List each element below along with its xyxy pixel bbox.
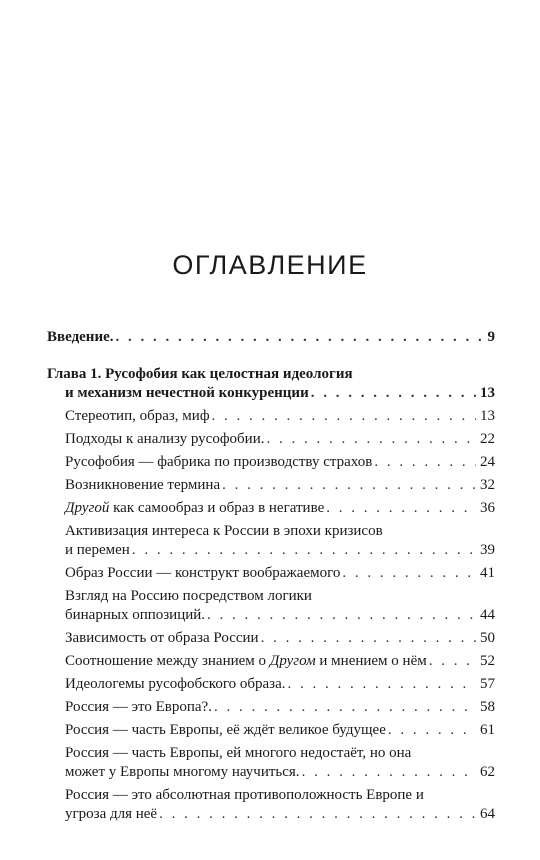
toc-entry-title-line-2: и перемен: [65, 542, 130, 558]
toc-page-number: 64: [480, 806, 495, 822]
leader-dots: [212, 407, 476, 426]
toc-entry-title: Подходы к анализу русофобии.: [65, 431, 265, 447]
toc-page-number: 24: [480, 454, 495, 470]
toc-entry-imaginary-construct[interactable]: [47, 564, 495, 583]
toc-entry-introduction[interactable]: [47, 328, 495, 347]
toc-entry-russia-europe-question[interactable]: [47, 698, 495, 717]
toc-entry-ideologemes[interactable]: [47, 675, 495, 694]
toc-page-number: 57: [480, 676, 495, 692]
leader-dots: [116, 328, 484, 347]
toc-entry-title: Соотношение между знанием о Другом и мнением о нём: [65, 653, 427, 669]
toc-entry-title-line-2: угроза для неё: [65, 806, 158, 822]
leader-dots: [302, 763, 476, 782]
toc-entry-term-origin[interactable]: [47, 476, 495, 495]
toc-page-number: 13: [480, 385, 495, 401]
leader-dots: [342, 564, 476, 583]
toc-entry-title-line-2: может у Европы многому научиться.: [65, 764, 300, 780]
leader-dots: [374, 453, 476, 472]
toc-entry-title-line-1: Взгляд на Россию посредством логики: [65, 588, 312, 604]
toc-page-number: 13: [480, 408, 495, 424]
toc-entry-title: Россия — часть Европы, её ждёт великое будущее: [65, 722, 386, 738]
leader-dots: [311, 384, 476, 403]
table-of-contents: [47, 328, 495, 824]
toc-entry-title: Русофобия — фабрика по производству страхов: [65, 454, 373, 470]
toc-entry-title-line-1: Активизация интереса к России в эпохи кризисов: [65, 523, 383, 539]
toc-entry-title-line-1: Россия — это абсолютная противоположность Европе и: [65, 787, 424, 803]
toc-entry-approaches[interactable]: [47, 430, 495, 449]
toc-page-number: 39: [480, 542, 495, 558]
toc-page-number: 61: [480, 722, 495, 738]
leader-dots: [288, 675, 477, 694]
leader-dots: [214, 698, 476, 717]
leader-dots: [388, 721, 476, 740]
toc-entry-crisis-interest[interactable]: [47, 522, 495, 560]
toc-entry-title-line-1: Россия — часть Европы, ей многого недостаёт, но она: [65, 745, 412, 761]
toc-page-number: 32: [480, 477, 495, 493]
leader-dots: [429, 652, 476, 671]
toc-entry-title: Другой как самообраз и образ в негативе: [65, 500, 325, 516]
toc-entry-title-line-2: и механизм нечестной конкуренции: [65, 385, 309, 401]
toc-page-number: 58: [480, 699, 495, 715]
toc-page-number: 9: [487, 329, 495, 345]
toc-entry-title: Зависимость от образа России: [65, 630, 259, 646]
toc-entry-can-learn[interactable]: [47, 744, 495, 782]
leader-dots: [132, 541, 476, 560]
toc-page-number: 41: [480, 565, 495, 581]
toc-entry-great-future[interactable]: [47, 721, 495, 740]
toc-entry-title: Образ России — конструкт воображаемого: [65, 565, 341, 581]
toc-entry-title-line-2: бинарных оппозиций.: [65, 607, 206, 623]
toc-page-number: 50: [480, 630, 495, 646]
leader-dots: [326, 499, 476, 518]
toc-entry-chapter-1[interactable]: [47, 365, 495, 403]
toc-entry-title: Идеологемы русофобского образа.: [65, 676, 286, 692]
leader-dots: [222, 476, 476, 495]
toc-entry-title: Возникновение термина: [65, 477, 221, 493]
toc-page-number: 36: [480, 500, 495, 516]
toc-entry-title: Россия — это Европа?.: [65, 699, 212, 715]
toc-page-number: 22: [480, 431, 495, 447]
toc-entry-title-line-1: Глава 1. Русофобия как целостная идеология: [47, 366, 353, 382]
toc-entry-fear-factory[interactable]: [47, 453, 495, 472]
toc-entry-title: Введение.: [47, 329, 114, 345]
toc-entry-binary-oppositions[interactable]: [47, 587, 495, 625]
toc-entry-title: Стереотип, образ, миф: [65, 408, 210, 424]
toc-entry-dependency[interactable]: [47, 629, 495, 648]
toc-page-number: 52: [480, 653, 495, 669]
toc-page-number: 44: [480, 607, 495, 623]
toc-entry-other-self-image[interactable]: [47, 499, 495, 518]
toc-entry-knowledge-opinion[interactable]: [47, 652, 495, 671]
leader-dots: [207, 606, 476, 625]
leader-dots: [267, 430, 477, 449]
toc-entry-stereotype[interactable]: [47, 407, 495, 426]
toc-page-number: 62: [480, 764, 495, 780]
toc-entry-absolute-opposite[interactable]: [47, 786, 495, 824]
page-title: ОГЛАВЛЕНИЕ: [172, 250, 368, 280]
leader-dots: [261, 629, 476, 648]
leader-dots: [159, 805, 476, 824]
